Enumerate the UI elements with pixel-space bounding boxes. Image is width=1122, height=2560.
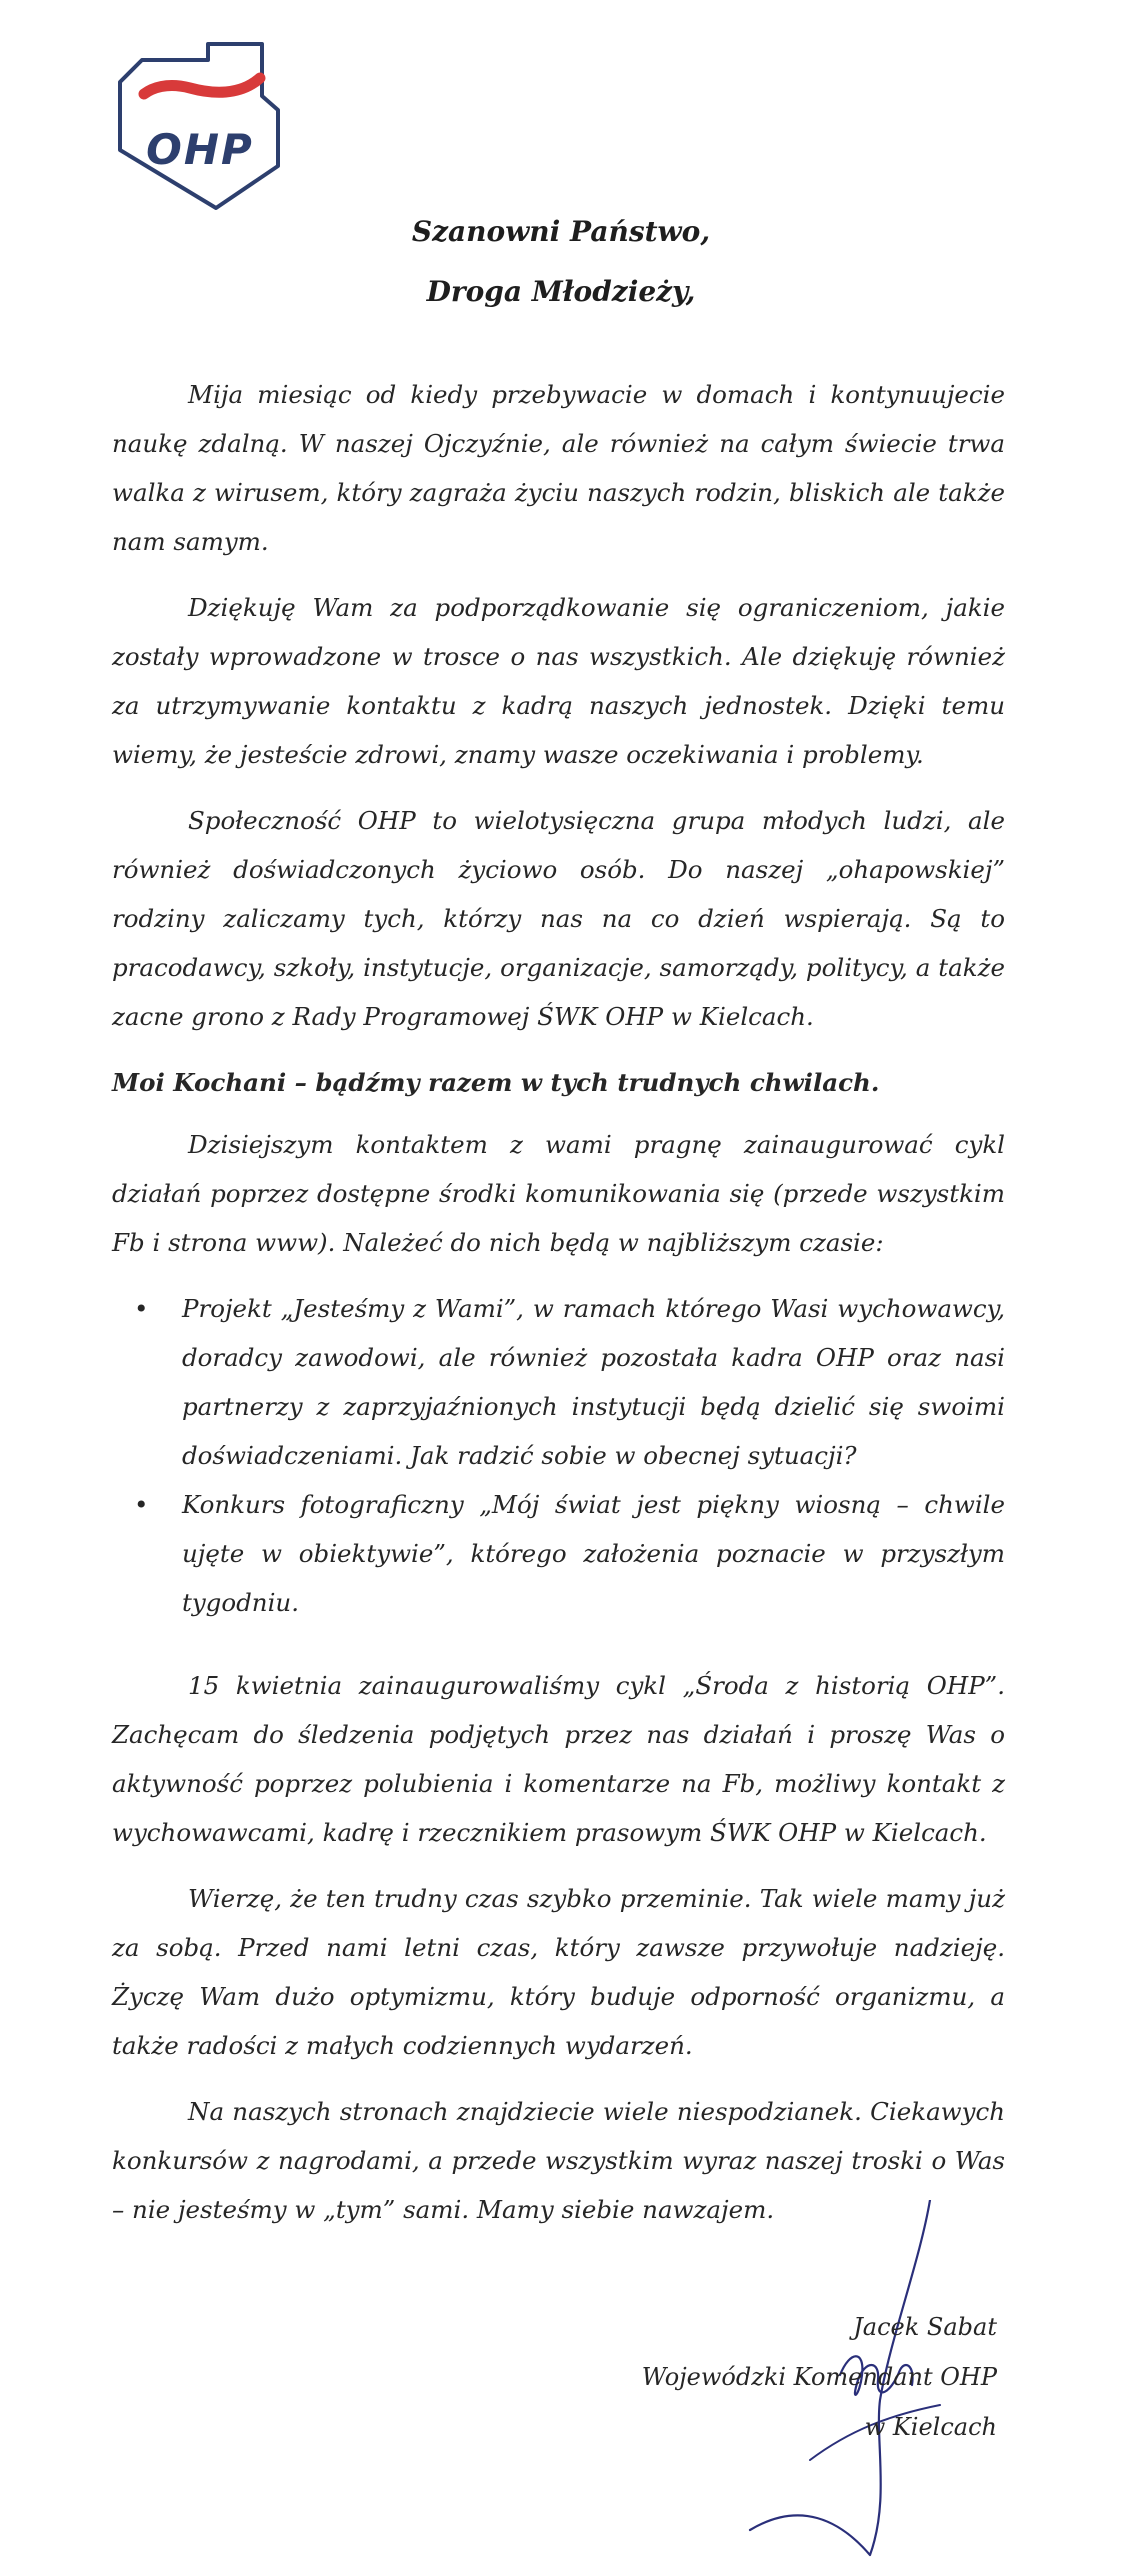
paragraph-5: 15 kwietnia zainaugurowaliśmy cykl „Środa z historią OHP”. Zachęcam do śledzenia podjętych przez nas działań i proszę Was o aktywność poprzez polubienia i komentarze na Fb, możliwy kontakt z wychowawcami, kadrę i rzecznikiem prasowym ŚWK OHP w Kielcach. bbox=[112, 1671, 1005, 1847]
list-item bbox=[134, 1284, 1005, 1480]
bullet-icon: • bbox=[134, 1294, 149, 1323]
bullet-list bbox=[112, 1284, 1005, 1627]
list-item bbox=[134, 1480, 1005, 1627]
letter-body bbox=[112, 370, 1005, 2251]
signer-title: Wojewódzki Komendant OHP bbox=[641, 2363, 997, 2391]
paragraph-7: Na naszych stronach znajdziecie wiele niespodzianek. Ciekawych konkursów z nagrodami, a przede wszystkim wyraz naszej troski o Was – nie jesteśmy w „tym” sami. Mamy siebie nawzajem. bbox=[112, 2097, 1005, 2224]
bold-appeal: Moi Kochani – bądźmy razem w tych trudnych chwilach. bbox=[112, 1068, 880, 1097]
bullet-text-1: Projekt „Jesteśmy z Wami”, w ramach którego Wasi wychowawcy, doradcy zawodowi, ale również pozostała kadra OHP oraz nasi partnerzy z zaprzyjaźnionych instytucji będą dzielić się swoimi doświadczeniami. Jak radzić sobie w obecnej sytuacji? bbox=[182, 1294, 1005, 1470]
signer-place: w Kielcach bbox=[864, 2413, 997, 2441]
paragraph-2: Dziękuję Wam za podporządkowanie się ograniczeniom, jakie zostały wprowadzone w trosce o nas wszystkich. Ale dziękuję również za utrzymywanie kontaktu z kadrą naszych jednostek. Dzięki temu wiemy, że jesteście zdrowi, znamy wasze oczekiwania i problemy. bbox=[112, 593, 1005, 769]
ohp-logo bbox=[112, 38, 288, 214]
logo-text: OHP bbox=[146, 125, 254, 174]
paragraph-4: Dzisiejszym kontaktem z wami pragnę zainaugurować cykl działań poprzez dostępne środki komunikowania się (przede wszystkim Fb i strona www). Należeć do nich będą w najbliższym czasie: bbox=[112, 1130, 1005, 1257]
greeting-line-2: Droga Młodzieży, bbox=[426, 275, 696, 308]
bullet-text-2: Konkurs fotograficzny „Mój świat jest piękny wiosną – chwile ujęte w obiektywie”, którego założenia poznacie w przyszłym tygodniu. bbox=[182, 1490, 1005, 1617]
bullet-icon: • bbox=[134, 1490, 149, 1519]
signer-name: Jacek Sabat bbox=[853, 2313, 997, 2341]
paragraph-6: Wierzę, że ten trudny czas szybko przeminie. Tak wiele mamy już za sobą. Przed nami letni czas, który zawsze przywołuje nadzieję. Życzę Wam dużo optymizmu, który buduje odporność organizmu, a także radości z małych codziennych wydarzeń. bbox=[112, 1884, 1005, 2060]
greeting-line-1: Szanowni Państwo, bbox=[411, 215, 711, 248]
signature-block bbox=[642, 2302, 997, 2452]
paragraph-1: Mija miesiąc od kiedy przebywacie w domach i kontynuujecie naukę zdalną. W naszej Ojczyźnie, ale również na całym świecie trwa walka z wirusem, który zagraża życiu naszych rodzin, bliskich ale także nam samym. bbox=[112, 380, 1005, 556]
paragraph-3: Społeczność OHP to wielotysięczna grupa młodych ludzi, ale również doświadczonych życiowo osób. Do naszej „ohapowskiej” rodziny zaliczamy tych, którzy nas na co dzień wspierają. Są to pracodawcy, szkoły, instytucje, organizacje, samorządy, politycy, a także zacne grono z Rady Programowej ŚWK OHP w Kielcach. bbox=[112, 806, 1005, 1031]
